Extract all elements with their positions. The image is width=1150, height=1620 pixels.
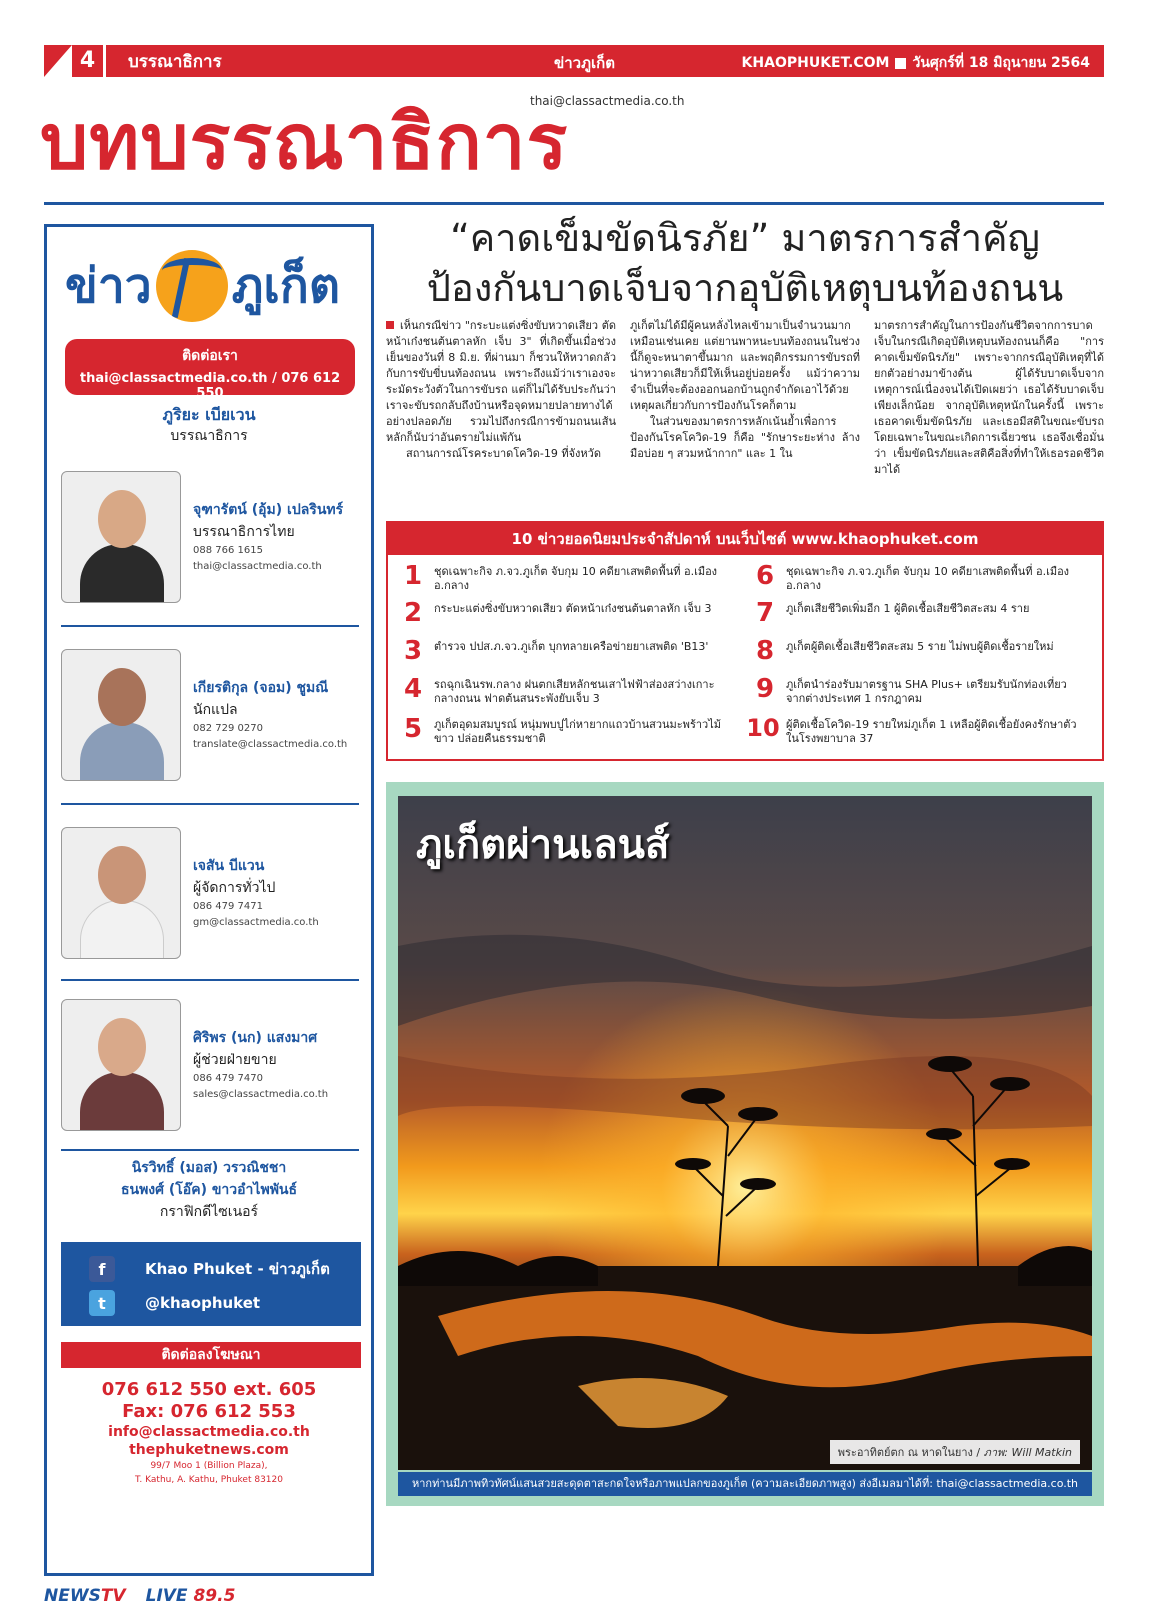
article-headline bbox=[386, 214, 1104, 314]
divider bbox=[61, 625, 359, 627]
ads-fax: Fax: 076 612 553 bbox=[122, 1401, 296, 1422]
staff-email[interactable]: thai@classactmedia.co.th bbox=[193, 561, 322, 572]
photo-title: ภูเก็ตผ่านเลนส์ bbox=[416, 822, 670, 868]
corner-mark bbox=[44, 45, 72, 77]
footer-logos bbox=[44, 1586, 235, 1606]
staff-phone: 082 729 0270 bbox=[193, 723, 263, 734]
staff-phone: 088 766 1615 bbox=[193, 545, 263, 556]
staff-card bbox=[61, 827, 357, 971]
brand-left: ข่าว bbox=[65, 258, 152, 314]
twitter-icon: t bbox=[89, 1290, 115, 1316]
top10-item[interactable]: 4 รถฉุกเฉินรพ.กลาง ฝนตกเสียหลักชนเสาไฟฟ้าส่องสว่างเกาะกลางถนน ฟาดต้นสนระพังยับเจ็บ 3 bbox=[403, 674, 715, 705]
top10-item[interactable]: 8 ภูเก็ตผู้ติดเชื้อเสียชีวิตสะสม 5 ราย ไม่พบผู้ติดเชื้อรายใหม่ bbox=[755, 636, 1054, 666]
staff-role: นักแปล bbox=[193, 702, 238, 718]
section-label: บรรณาธิการ bbox=[128, 51, 222, 72]
editor-role: บรรณาธิการ bbox=[170, 428, 248, 444]
page-number: 4 bbox=[72, 45, 106, 77]
facebook-icon: f bbox=[89, 1256, 115, 1282]
article-column: ภูเก็ตไม่ได้มีผู้คนหลั่งไหลเข้ามาเป็นจำนวนมากเหมือนเช่นเคย แต่ยานพาหนะบนท้องถนนในช่วงนี้ก็ดูจะหนาตาขึ้นมาก และพฤติกรรมการขับรถที่น่าหวาดเสียวก็มีให้เห็นอยู่บ่อยครั้ง แม้ว่าความจำเป็นที่จะต้องออกนอกบ้านถูกจำกัดเอาไว้ด้วยเหตุผลเกี่ยวกับการป้องกันโรคก็ตาม ในส่วนของมาตรการหลักเน้นย้ำเพื่อการป้องกันโรคโควิด-19 ก็คือ "รักษาระยะห่าง ล้างมือบ่อย ๆ สวมหน้ากาก" และ 1 ใน bbox=[630, 319, 860, 460]
ads-site[interactable]: thephuketnews.com bbox=[129, 1442, 289, 1458]
top10-item[interactable]: 2 กระบะแต่งซิ่งขับหวาดเสียว ตัดหน้าเก๋งชนต้นตาลหัก เจ็บ 3 bbox=[403, 598, 712, 628]
staff-email[interactable]: translate@classactmedia.co.th bbox=[193, 739, 348, 750]
divider bbox=[61, 979, 359, 981]
square-icon bbox=[895, 58, 906, 69]
staff-email[interactable]: sales@classactmedia.co.th bbox=[193, 1089, 329, 1100]
ads-heading: ติดต่อลงโฆษณา bbox=[61, 1342, 361, 1368]
facebook-label: Khao Phuket - ข่าวภูเก็ต bbox=[145, 1260, 330, 1278]
top10-item[interactable]: 6 ชุดเฉพาะกิจ ภ.จว.ภูเก็ต จับกุม 10 คดียาเสพติดพื้นที่ อ.เมือง อ.กลาง bbox=[755, 561, 1070, 592]
staff-role: ผู้ช่วยฝ่ายขาย bbox=[193, 1052, 277, 1068]
contact-heading: ติดต่อเรา bbox=[182, 348, 238, 364]
top10-item[interactable]: 9 ภูเก็ตนำร่องรับมาตรฐาน SHA Plus+ เตรียมรับนักท่องเที่ยวจากต่างประเทศ 1 กรกฎาคม bbox=[755, 674, 1067, 705]
top10-item[interactable]: 3 ตำรวจ ปปส.ภ.จว.ภูเก็ต บุกทลายเครือข่ายยาเสพติด 'B13' bbox=[403, 636, 709, 666]
staff-role: บรรณาธิการไทย bbox=[193, 524, 295, 540]
masthead-divider bbox=[44, 202, 1104, 205]
issue-date: วันศุกร์ที่ 18 มิถุนายน 2564 bbox=[912, 55, 1090, 71]
header-right bbox=[742, 52, 1090, 74]
divider bbox=[61, 803, 359, 805]
ads-email[interactable]: info@classactmedia.co.th bbox=[108, 1424, 310, 1440]
palm-sun-icon bbox=[156, 250, 228, 322]
photo-frame bbox=[386, 782, 1104, 1506]
article-column: มาตรการสำคัญในการป้องกันชีวิตจากการบาดเจ็บในกรณีเกิดอุบัติเหตุบนท้องถนนก็คือ "การคาดเข็มขัดนิรภัย" เพราะจากกรณีอุบัติเหตุที่ได้ยกตัวอย่างมาข้างต้น ผู้ได้รับบาดเจ็บจากเหตุการณ์เนื่องจนได้เปิดเผยว่า เธอได้รับบาดเจ็บเพียงเล็กน้อย จากอุบัติเหตุหนักในครั้งนี้ เพราะเธอคาดเข็มขัดนิรภัย และเธอมีสติในขณะขับรถ โดยเฉพาะในขณะเกิดการเฉี่ยวชน เธอจึงเชื่อมั่นว่า เข็มขัดนิรภัยและสติคือสิ่งที่ทำให้เธอรอดชีวิตมาได้ bbox=[874, 319, 1104, 476]
staff-card bbox=[61, 471, 357, 615]
top10-heading: 10 ข่าวยอดนิยมประจำสัปดาห์ บนเว็บไซต์ www.khaophuket.com bbox=[388, 523, 1102, 555]
sidebar bbox=[44, 224, 374, 1576]
top-bar bbox=[44, 45, 1104, 77]
twitter-label: @khaophuket bbox=[145, 1294, 261, 1312]
social-box bbox=[61, 1242, 361, 1326]
live-logo: LIVE 89.5 bbox=[145, 1586, 236, 1606]
designers bbox=[47, 1157, 371, 1223]
contact-box bbox=[65, 339, 355, 401]
staff-photo bbox=[61, 649, 181, 781]
staff-role: ผู้จัดการทั่วไป bbox=[193, 880, 276, 896]
divider bbox=[61, 1149, 359, 1151]
masthead-email: thai@classactmedia.co.th bbox=[530, 94, 685, 108]
top10-item[interactable]: 5 ภูเก็ตอุดมสมบูรณ์ หนุ่มพบปูไก่หายากแถวบ้านสวนมะพร้าวไม้ขาว ปล่อยคืนธรรมชาติ bbox=[403, 714, 721, 745]
address-line: T. Kathu, A. Kathu, Phuket 83120 bbox=[135, 1475, 283, 1485]
designer-role: กราฟิกดีไซเนอร์ bbox=[159, 1204, 259, 1220]
staff-name: จุฑารัตน์ (อุ้ม) เปลรินทร์ bbox=[193, 502, 344, 518]
news-tv-logo: NEWSTV bbox=[44, 1586, 126, 1606]
facebook-link[interactable] bbox=[89, 1256, 330, 1282]
headline-line-2: ป้องกันบาดเจ็บจากอุบัติเหตุบนท้องถนน bbox=[426, 266, 1064, 310]
editor-name: ภูริยะ เบียเวน bbox=[162, 405, 256, 424]
top10-item[interactable]: 10 ผู้ติดเชื้อโควิด-19 รายใหม่ภูเก็ต 1 เหลือผู้ติดเชื้อยังคงรักษาตัวในโรงพยาบาล 37 bbox=[746, 714, 1077, 745]
site-name: KHAOPHUKET.COM bbox=[741, 55, 890, 71]
staff-photo bbox=[61, 999, 181, 1131]
top10-item[interactable]: 1 ชุดเฉพาะกิจ ภ.จว.ภูเก็ต จับกุม 10 คดียาเสพติดพื้นที่ อ.เมือง อ.กลาง bbox=[403, 561, 718, 592]
staff-photo bbox=[61, 471, 181, 603]
photo-submission-note: หากท่านมีภาพทิวทัศน์แสนสวยสะดุดตาสะกดใจหรือภาพแปลกของภูเก็ต (ความละเอียดภาพสูง) ส่งอีเมลมาได้ที่: thai@classactmedia.co.th bbox=[398, 1472, 1092, 1496]
staff-card bbox=[61, 649, 357, 793]
designer-name: ธนพงศ์ (โอ๊ค) ขาวอำไพพันธ์ bbox=[120, 1182, 298, 1198]
masthead-title: บทบรรณาธิการ bbox=[40, 97, 569, 186]
brand-right: ภูเก็ต bbox=[231, 258, 340, 314]
sunset-photo bbox=[398, 796, 1092, 1470]
staff-name: เกียรติกุล (จอม) ชูมณี bbox=[193, 680, 329, 696]
ads-phone: 076 612 550 ext. 605 bbox=[101, 1379, 317, 1400]
ads-contact bbox=[47, 1379, 371, 1487]
article-column: เห็นกรณีข่าว "กระบะแต่งซิ่งขับหวาดเสียว ตัดหน้าเก๋งชนต้นตาลหัก เจ็บ 3" ที่เกิดขึ้นเมื่อช่วงเย็นของวันที่ 8 มิ.ย. ที่ผ่านมา ก็ชวนให้หวาดกลัวกับการขับขี่บนท้องถนน เพราะถึงแม้ว่าเราเองจะระมัดระวังตัวในการขับรถ แต่ก็ไม่ได้รับประกันว่า เราจะขับรถกลับถึงบ้านหรือจุดหมายปลายทางได้อย่างปลอดภัย รวมไปถึงกรณีการข้ามถนนเส้นหลักก็นับว่าอันตรายไม่แพ้กัน สถานการณ์โรคระบาดโควิด-19 ที่จังหวัด bbox=[386, 319, 616, 460]
photo-caption: พระอาทิตย์ตก ณ หาดในยาง / ภาพ: Will Matkin bbox=[830, 1440, 1080, 1464]
bullet-icon bbox=[386, 321, 394, 329]
staff-photo bbox=[61, 827, 181, 959]
headline-line-1: “คาดเข็มขัดนิรภัย” มาตรการสำคัญ bbox=[450, 216, 1040, 260]
address-line: 99/7 Moo 1 (Billion Plaza), bbox=[150, 1461, 268, 1471]
header-logo: ข่าวภูเก็ต bbox=[554, 54, 615, 72]
staff-phone: 086 479 7471 bbox=[193, 901, 263, 912]
staff-card bbox=[61, 999, 357, 1143]
sunset-image bbox=[398, 796, 1092, 1470]
contact-value[interactable]: thai@classactmedia.co.th / 076 612 550 bbox=[79, 371, 341, 401]
staff-name: ศิริพร (นก) แสงมาศ bbox=[193, 1030, 318, 1046]
article-body bbox=[386, 318, 1104, 504]
designer-name: นิรวิทธิ์ (มอส) วรวณิชชา bbox=[131, 1160, 287, 1176]
top10-box bbox=[386, 521, 1104, 761]
staff-email[interactable]: gm@classactmedia.co.th bbox=[193, 917, 319, 928]
staff-name: เจสัน บีแวน bbox=[193, 858, 265, 874]
brand-logo bbox=[65, 241, 361, 331]
top10-item[interactable]: 7 ภูเก็ตเสียชีวิตเพิ่มอีก 1 ผู้ติดเชื้อเสียชีวิตสะสม 4 ราย bbox=[755, 598, 1030, 628]
staff-phone: 086 479 7470 bbox=[193, 1073, 263, 1084]
twitter-link[interactable] bbox=[89, 1290, 260, 1316]
